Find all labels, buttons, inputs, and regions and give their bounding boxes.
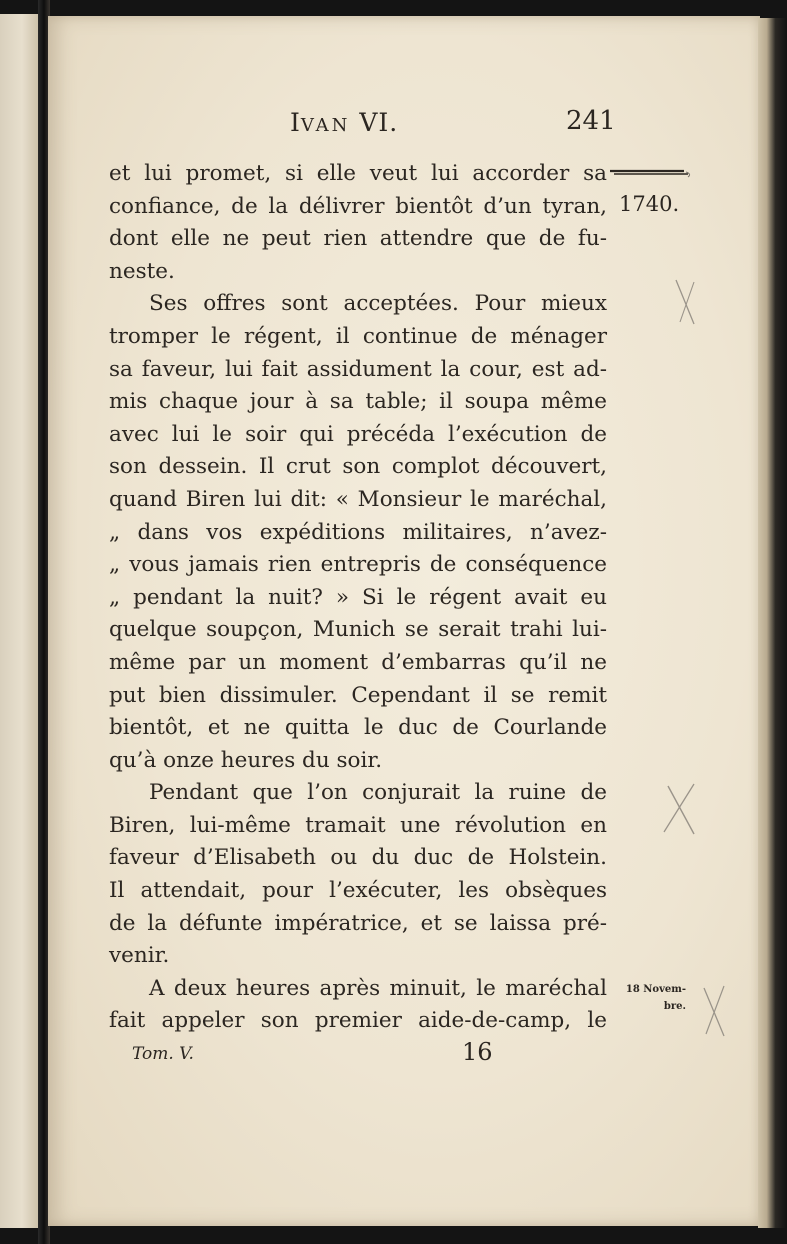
text-line: dont elle ne peut rien attendre que de fu- (109, 226, 607, 252)
text-line: confiance, de la délivrer bientôt d’un tyran, (109, 193, 607, 219)
text-line: Ses offres sont acceptées. Pour mieux (149, 291, 607, 317)
text-line: Il attendait, pour l’exécuter, les obsèques (109, 878, 607, 904)
text-line: même par un moment d’embarras qu’il ne (109, 649, 607, 675)
margin-date-line: 18 Novem- (625, 984, 686, 995)
printed-rule-mark (610, 168, 694, 178)
text-line: neste. (109, 258, 175, 284)
pencil-x-mark (672, 278, 700, 328)
text-line: faveur d’Elisabeth ou du duc de Holstein. (109, 845, 607, 871)
text-line: son dessein. Il crut son complot découvert, (109, 454, 607, 480)
running-head (290, 108, 398, 137)
text-line: avec lui le soir qui précéda l’exécution de (109, 421, 607, 447)
text-line: „ dans vos expéditions militaires, n’avez- (109, 519, 607, 545)
footer-gathering-number: 16 (462, 1038, 493, 1066)
running-head-initial: I (290, 108, 301, 137)
page-number: 241 (566, 106, 616, 136)
running-head-rest: VAN (300, 115, 351, 136)
running-head-numeral: VI. (359, 108, 399, 137)
body-text (109, 158, 607, 1038)
text-line: sa faveur, lui fait assidument la cour, est ad- (109, 356, 607, 382)
pencil-x-mark (700, 984, 730, 1040)
text-line: „ pendant la nuit? » Si le régent avait eu (109, 584, 607, 610)
text-line: quelque soupçon, Munich se serait trahi lui- (109, 617, 607, 643)
text-line: put bien dissimuler. Cependant il se remit (109, 682, 607, 708)
text-line: „ vous jamais rien entrepris de conséquence (109, 552, 607, 578)
text-line: fait appeler son premier aide-de-camp, le (109, 1008, 607, 1034)
pencil-x-mark (658, 782, 702, 838)
text-line: Pendant que l’on conjurait la ruine de (149, 780, 607, 806)
text-line: et lui promet, si elle veut lui accorder sa (109, 161, 607, 186)
text-line: Biren, lui-même tramait une révolution en (109, 812, 607, 838)
facing-page-edge (0, 14, 40, 1228)
text-line: tromper le régent, il continue de ménager (109, 323, 607, 349)
margin-year-note: 1740. (619, 192, 680, 216)
text-line: mis chaque jour à sa table; il soupa même (109, 389, 607, 415)
margin-date-line: bre. (663, 1001, 686, 1012)
text-line: qu’à onze heures du soir. (109, 747, 383, 773)
text-line: quand Biren lui dit: « Monsieur le maréchal, (109, 486, 607, 512)
text-line: de la défunte impératrice, et se laissa pré- (109, 910, 607, 936)
margin-date-note (612, 981, 686, 1015)
footer-signature-mark: Tom. V. (132, 1044, 194, 1064)
text-line: A deux heures après minuit, le maréchal (149, 975, 607, 1001)
page-edge-shadow (758, 18, 787, 1228)
text-line: bientôt, et ne quitta le duc de Courlande (109, 715, 607, 741)
text-line: venir. (109, 943, 170, 969)
